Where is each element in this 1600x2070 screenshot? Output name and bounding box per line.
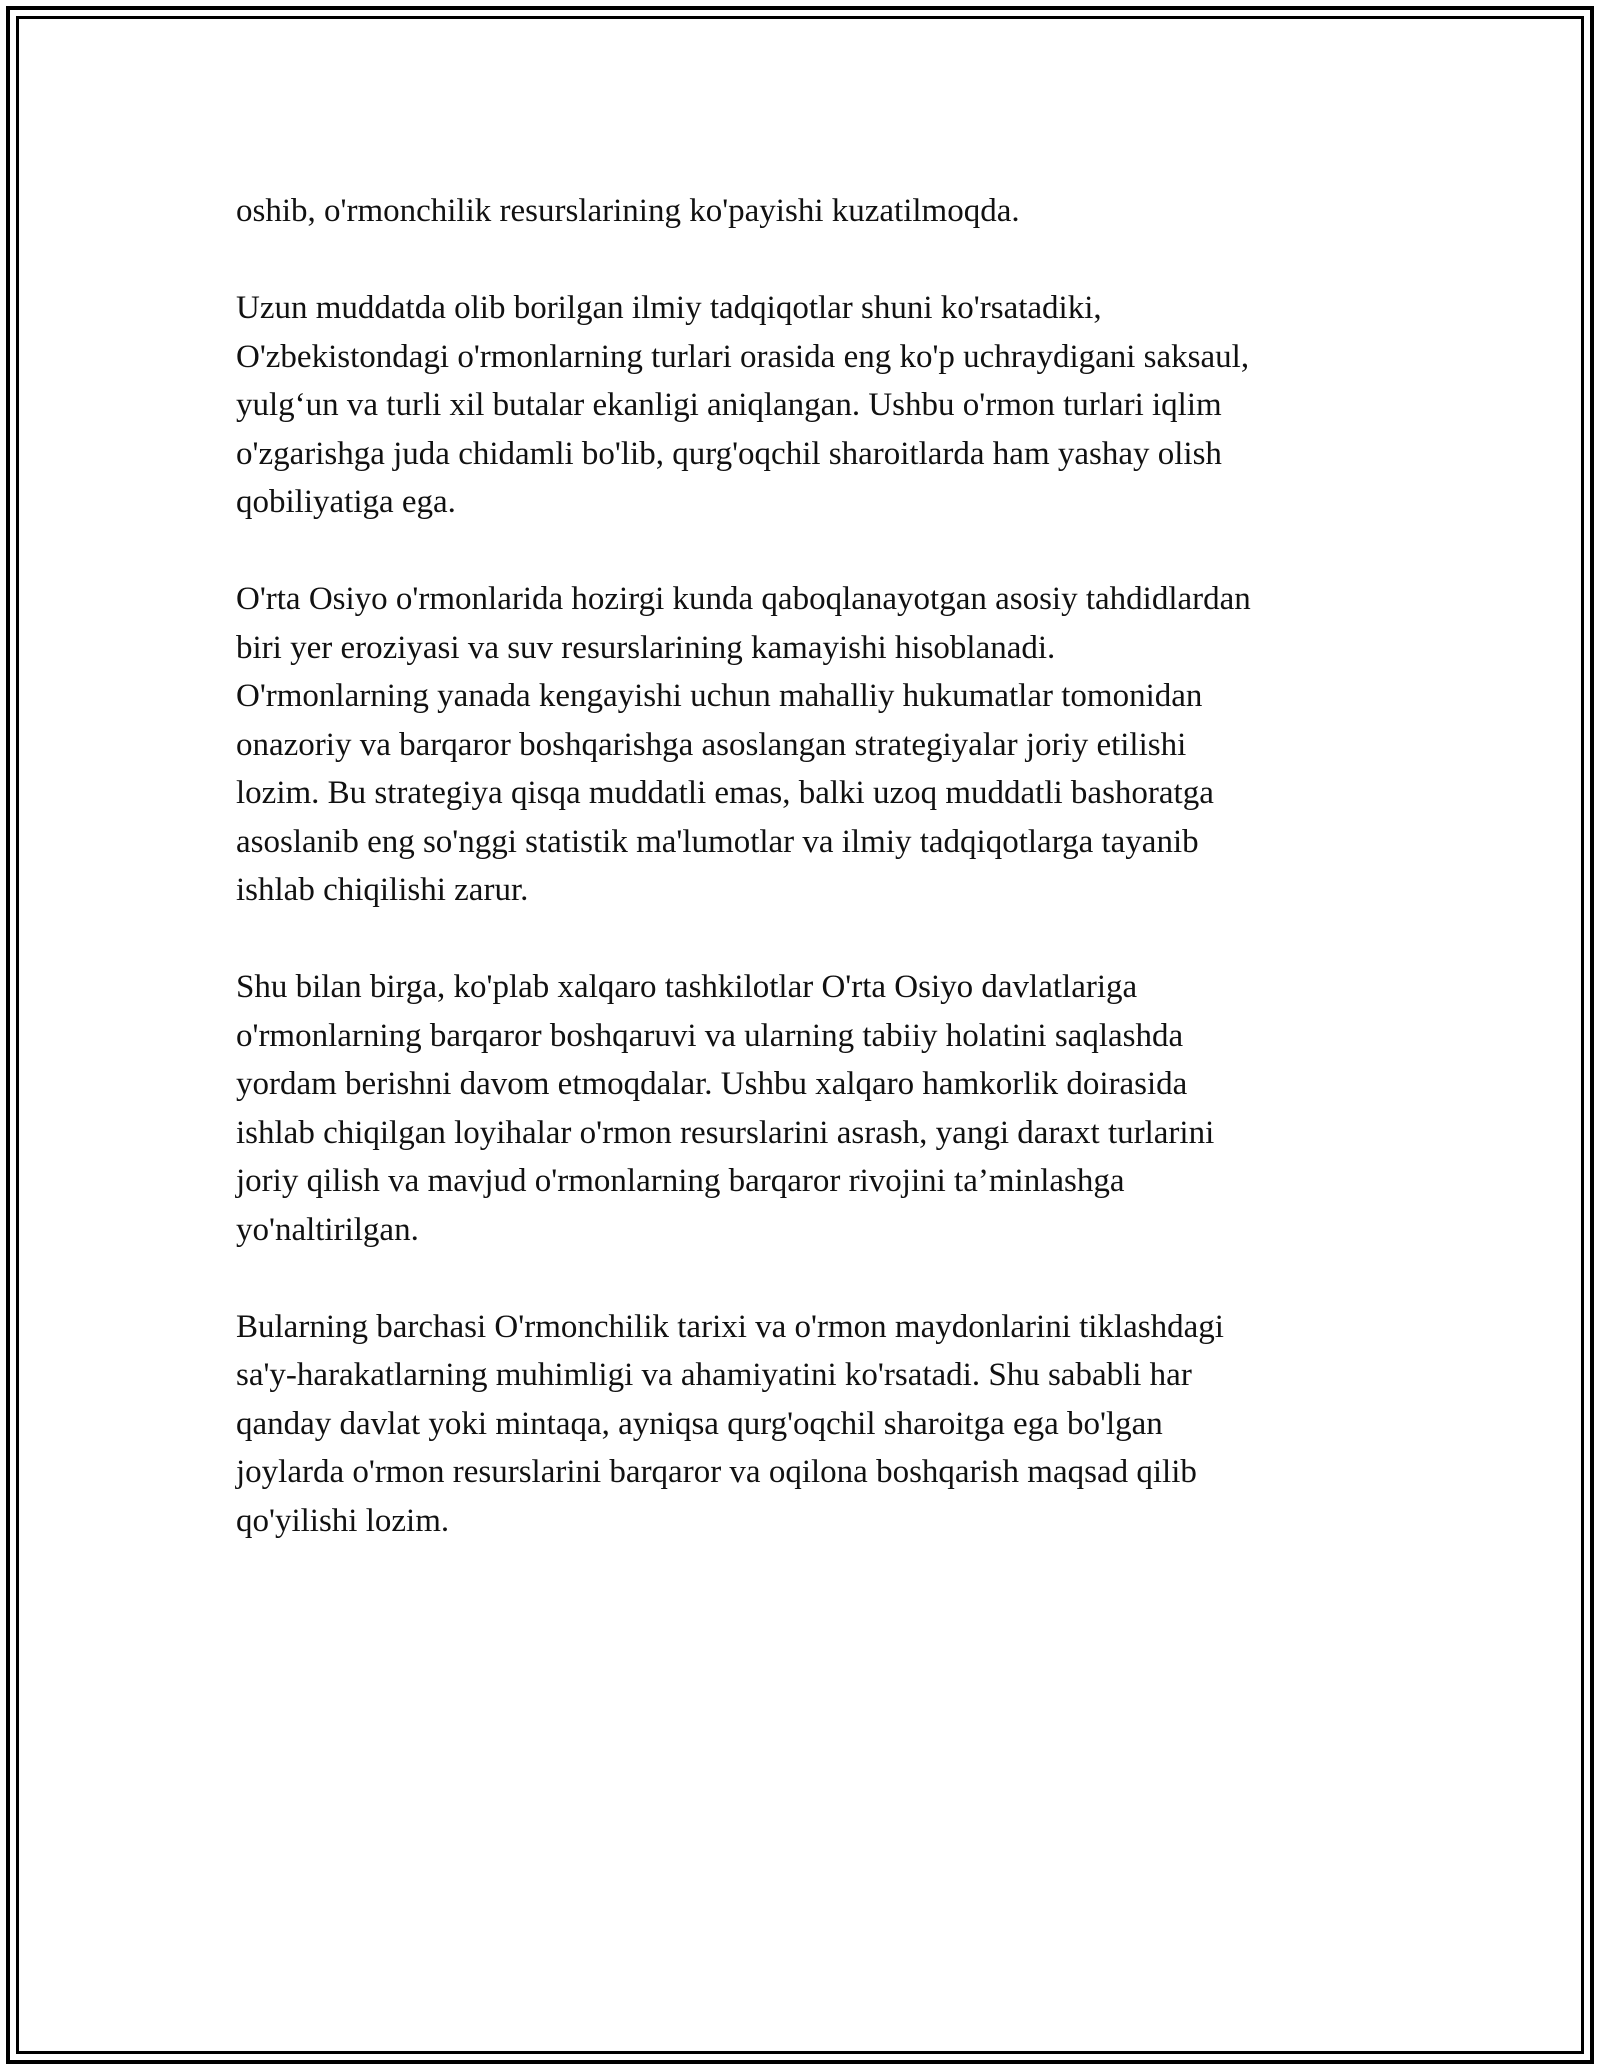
text-line: ishlab chiqilishi zarur.: [236, 872, 529, 908]
text-line: o'zgarishga juda chidamli bo'lib, qurg'oqchil sharoitlarda ham yashay olish: [236, 435, 1222, 472]
text-line: O'rta Osiyo o'rmonlarida hozirgi kunda qaboqlanayotgan asosiy tahdidlardan: [236, 581, 1251, 617]
text-line: qo'yilishi lozim.: [236, 1502, 450, 1539]
text-line: ishlab chiqilgan loyihalar o'rmon resurslarini asrash, yangi daraxt turlarini: [236, 1114, 1215, 1151]
text-line: yo'naltirilgan.: [236, 1211, 419, 1248]
text-line: sa'y-harakatlarning muhimligi va ahamiyatini ko'rsatadi. Shu sababli har: [236, 1357, 1192, 1393]
text-line: Shu bilan birga, ko'plab xalqaro tashkilotlar O'rta Osiyo davlatlariga: [236, 969, 1138, 1005]
paragraph-5: [236, 1303, 1386, 1546]
paragraph-4: [236, 963, 1386, 1254]
text-line: joylarda o'rmon resurslarini barqaror va oqilona boshqarish maqsad qilib: [236, 1454, 1197, 1490]
text-line: oshib, o'rmonchilik resurslarining ko'payishi kuzatilmoqda.: [236, 193, 1020, 229]
text-line: lozim. Bu strategiya qisqa muddatli emas, balki uzoq muddatli bashoratga: [236, 775, 1214, 811]
text-line: O'zbekistondagi o'rmonlarning turlari orasida eng ko'p uchraydigani saksaul,: [236, 338, 1250, 375]
text-line: Bularning barchasi O'rmonchilik tarixi va o'rmon maydonlarini tiklashdagi: [236, 1308, 1224, 1345]
text-line: biri yer eroziyasi va suv resurslarining kamayishi hisoblanadi.: [236, 629, 1056, 666]
text-line: o'rmonlarning barqaror boshqaruvi va ularning tabiiy holatini saqlashda: [236, 1017, 1184, 1054]
text-line: yulg‘un va turli xil butalar ekanligi aniqlangan. Ushbu o'rmon turlari iqlim: [236, 387, 1222, 423]
paragraph-2: [236, 284, 1386, 527]
text-line: joriy qilish va mavjud o'rmonlarning barqaror rivojini ta’minlashga: [236, 1163, 1125, 1199]
text-line: yordam berishni davom etmoqdalar. Ushbu xalqaro hamkorlik doirasida: [236, 1066, 1188, 1102]
text-line: qanday davlat yoki mintaqa, ayniqsa qurg'oqchil sharoitga ega bo'lgan: [236, 1405, 1163, 1442]
text-line: qobiliyatiga ega.: [236, 484, 456, 520]
paragraph-1: [236, 187, 1386, 236]
document-body: [236, 187, 1386, 1545]
text-line: O'rmonlarning yanada kengayishi uchun mahalliy hukumatlar tomonidan: [236, 678, 1203, 714]
text-line: onazoriy va barqaror boshqarishga asoslangan strategiyalar joriy etilishi: [236, 726, 1187, 763]
text-line: asoslanib eng so'nggi statistik ma'lumotlar va ilmiy tadqiqotlarga tayanib: [236, 823, 1199, 860]
paragraph-3: [236, 575, 1386, 915]
text-line: Uzun muddatda olib borilgan ilmiy tadqiqotlar shuni ko'rsatadiki,: [236, 290, 1102, 326]
